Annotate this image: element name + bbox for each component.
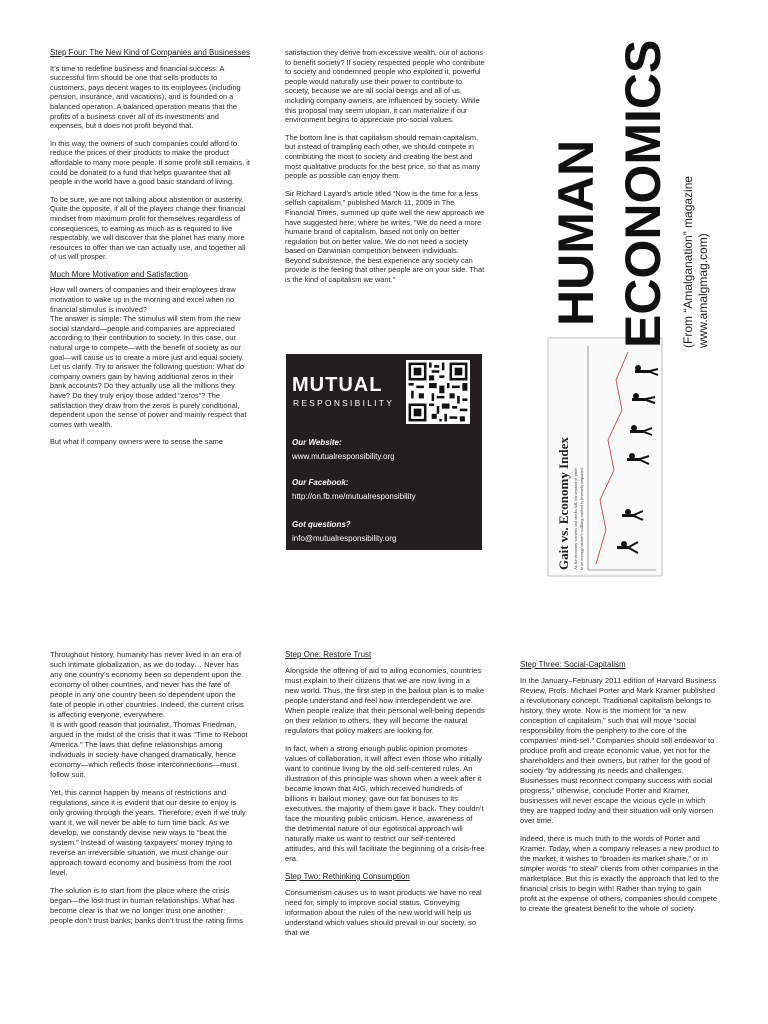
upper-left-column — [50, 48, 250, 455]
facebook-link[interactable]: http://on.fb.me/mutualresponsibility — [292, 492, 416, 501]
heading-step-one: Step One: Restore Trust — [285, 650, 372, 659]
questions-label: Got questions? — [292, 520, 351, 529]
facebook-label: Our Facebook: — [292, 478, 349, 487]
responsibility-logo: RESPONSIBILITY — [293, 398, 395, 408]
heading-step-four: Step Four: The New Kind of Companies and Businesses — [50, 48, 250, 57]
chart-title: Gait vs. Economy Index — [556, 437, 571, 570]
title-economics: ECONOMICS — [615, 39, 671, 348]
chart-caption-2: in an average citizen's walking method is inversely impacted. — [579, 467, 584, 570]
lower-left-column — [50, 650, 250, 934]
email-link[interactable]: info@mutualresponsibility.org — [292, 534, 397, 543]
lower-middle-column — [285, 650, 485, 946]
paragraph: In the January–February 2011 edition of Harvard Business Review, Profs. Michael Porter and Mark Kramer published a revolutionary concept. Traditional capitalism belongs to history, they wrote. Now is the moment for “a new conception of capitalism,” such that will move “social responsibility from the periphery to the core of the companies’ mind-set.” Companies should still endeavor to produce profit and create economic value, yet not for the shareholders and their owners, but rather for the good of society “by addressing its needs and challenges. Businesses must reconnect company success with social progress,” otherwise, conclude Porter and Kramer, businesses will never escape the vicious cycle in which they are trapped today and their situation will only worsen over time. — [520, 676, 717, 825]
website-label: Our Website: — [292, 438, 342, 447]
paragraph: To be sure, we are not talking about abstention or austerity. Quite the opposite, if all of the players change their financial mindset from maximum profit for themselves regardless of consequences, to earning as much as is required to live respectably, we will discover that the planet has many more resources to offer than we can actually use, and together all of us will prosper. — [50, 194, 246, 262]
paragraph: How will owners of companies and their employees draw motivation to wake up in the morning and excel when no financial stimulus is involved? The answer is simple: The stimulus will stem from the new social standard—people and companies are appreciated according to their contribution to society. In this case, our natural urge to compete—with the benefit of society as our goal—will cause us to create a more just and equal society. Let us clarify. Try to answer the following question: What do company owners gain by having additional zeros in their bank accounts? Do they actually use all the millions they have? Do they truly enjoy those added “zeros”? The satisfaction they draw from the zeros is purely conditional, dependent upon the sense of power and mainly respect that comes with wealth. — [50, 285, 247, 429]
paragraph: Sir Richard Layard’s article titled “Now is the time for a less selfish capitalism,” published March 11, 2009 in The Financial Times, summed up quite well the new approach we have suggested here, where he writes, “We do need a more humane brand of capitalism, based not only on better regulation but on better value. We do not need a society based on Darwinian competition between individuals. Beyond subsistence, the best experience any society can provide is the feeling that other people are on your side. That is the kind of capitalism we want.” — [285, 188, 485, 285]
heading-motivation: Much More Motivation and Satisfaction — [50, 269, 188, 279]
upper-middle-column — [285, 48, 485, 293]
paragraph: The solution is to start from the place where the crisis began—the lost trust in human relationships. What has become clear is that we no longer trust one another: people don’t trust banks; banks don’t trust the rating firms — [50, 886, 243, 925]
title-human: HUMAN — [548, 139, 604, 326]
cover-title-panel — [520, 30, 720, 620]
mutual-logo: MUTUAL — [292, 374, 383, 396]
paragraph: The bottom line is that capitalism should remain capitalism, but instead of trampling each other, we should compete in contributing the most to society and creating the best and most qualitative products for the best price, so that as many people as possible can enjoy them. — [285, 132, 481, 181]
gait-chart — [548, 338, 662, 576]
qr-code-icon[interactable] — [406, 360, 470, 424]
heading-step-three: Step Three: Social-Capitalism — [520, 660, 626, 669]
paragraph: In this way, the owners of such companies could afford to reduce the prices of their products to make the product affordable to many more people. If some profit still remains, it could be donated to a fund that helps guarantee that all people in the world have a good basic standard of living. — [50, 138, 250, 187]
lower-right-column — [520, 660, 720, 922]
source-line-2: www.amalgmag.com) — [696, 233, 710, 348]
chart-caption-1: As the economy worsens and stocks fall, the amount of pride — [573, 467, 578, 570]
paragraph: But what if company owners were to sense the same — [50, 437, 223, 447]
paragraph: Indeed, there is much truth to the words of Porter and Kramer. Today, when a company releases a new product to the market, it wishes to “broaden its market share,” or in simpler words “to steal” clients from other companies in the marketplace. But this is exactly the approach that led to the financial crisis to begin with! Rather than trying to gain profit at the expense of others, companies should compete to create the greatest benefit to the whole of society. — [520, 834, 719, 913]
mutual-responsibility-box — [286, 354, 482, 550]
paragraph: Yet, this cannot happen by means of restrictions and regulations, since it is evident that our desire to enjoy is only growing through the years. Therefore, even if we truly want it, we will never be able to turn time back. As we develop, we constantly devise new ways to “beat the system.” Instead of wasting taxpayers’ money trying to reverse an irreversible situation, we must change our approach toward economy and business from the root level. — [50, 788, 246, 877]
source-line-1: (From “Amalganation” magazine — [681, 175, 695, 348]
paragraph: Consumerism causes us to want products we have no real need for, simply to improve social status. Conveying information about the rules of the new world will help us understand which values should prevail in our society, so that we — [285, 888, 482, 937]
paragraph: Throughout history, humanity has never lived in an era of such intimate globalization, as we do today… Never has any one country’s economy been so dependent upon the economy of other countries, and never has the fate of people in any one country been so dependent upon the fate of people in other countries. Indeed, the current crisis is affecting everyone, everywhere. It is with good reason that journalist, Thomas Friedman, argued in the midst of the crisis that it was “Time to Reboot America.” The laws that define relationships among individuals in society have changed dramatically, hence economy—which reflects those interconnections—must follow suit. — [50, 650, 248, 779]
paragraph: In fact, when a strong enough public opinion promotes values of collaboration, it will affect even those who initially want to continue living by the old self-centered rules. An illustration of this principle was shown when a week after it became known that AIG, which received hundreds of billions in bailout money, gave out fat bonuses to its executives, the majority of them gave it back. They couldn’t face the mounting public criticism. Hence, awareness of the detrimental nature of our egotistical approach will naturally make us want to restrict our self-centered attitudes, and this will facilitate the beginning of a crisis-free era. — [285, 744, 485, 863]
heading-step-two: Step Two: Rethinking Consumption — [285, 872, 410, 881]
paragraph: satisfaction they derive from excessive wealth, out of actions to benefit society? If society respected people who contribute to society and condemned people who exploited it, powerful people would naturally use their power to contribute to society, because we are all social beings and all of us, including company owners, are influenced by society. While this proposal may seem utopian, it can materialize if our environment begins to appreciate pro-social values. — [285, 48, 485, 125]
website-link[interactable]: www.mutualresponsibility.org — [292, 452, 395, 461]
paragraph: It’s time to redefine business and financial success. A successful firm should be one that sells products to customers, pays decent wages to its employees (including pension, insurance, and vacations), and is founded on a balanced operation. A balanced operation means that the profits of a business cover all of its investments and expenses, but it does not profit beyond that. — [50, 63, 241, 131]
paragraph: Alongside the offering of aid to ailing economies, countries must explain to their citizens that we are now living in a new world. Thus, the first step in the bailout plan is to make people understand and feel how interdependent we are. When people realize that their personal well-being depends on their relation to others, they will become the natural regulators that policy makers are looking for. — [285, 666, 485, 735]
